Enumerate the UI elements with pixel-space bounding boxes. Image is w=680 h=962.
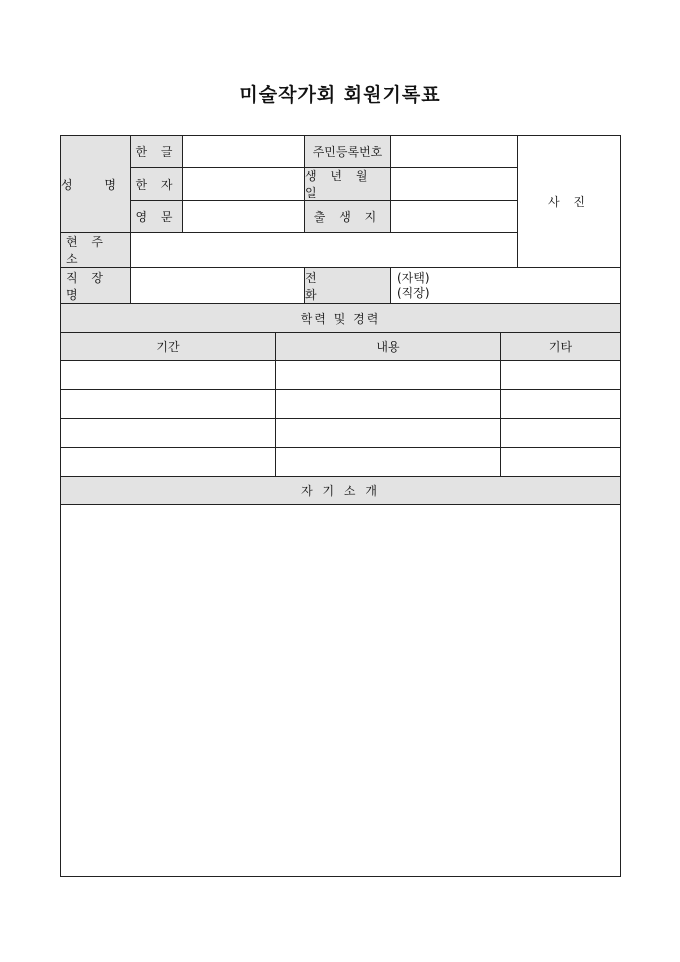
history-row-3-etc[interactable]	[501, 419, 620, 448]
phone-work-label: (직장)	[397, 285, 430, 300]
intro-text-area[interactable]	[61, 505, 620, 876]
rrn-field[interactable]	[391, 136, 518, 168]
address-field[interactable]	[131, 233, 518, 268]
history-section-title: 학력 및 경력	[61, 304, 620, 333]
rrn-label: 주민등록번호	[305, 136, 391, 168]
history-row-2-period[interactable]	[61, 390, 276, 419]
intro-section-title: 자 기 소 개	[61, 477, 620, 505]
phone-home-label: (자택)	[397, 270, 430, 285]
hanja-label: 한 자	[131, 168, 183, 201]
birthdate-label: 생 년 월 일	[305, 168, 391, 201]
hangul-name-field[interactable]	[183, 136, 305, 168]
history-row-3-content[interactable]	[276, 419, 501, 448]
phone-field[interactable]	[391, 268, 620, 304]
name-label-text: 성 명	[61, 177, 130, 192]
history-row-4-etc[interactable]	[501, 448, 620, 477]
english-name-field[interactable]	[183, 201, 305, 233]
address-label: 현 주 소	[61, 233, 131, 268]
english-label: 영 문	[131, 201, 183, 233]
name-label	[61, 136, 131, 233]
history-row-2-etc[interactable]	[501, 390, 620, 419]
birthplace-label: 출 생 지	[305, 201, 391, 233]
history-col-etc: 기타	[501, 333, 620, 361]
history-row-1-period[interactable]	[61, 361, 276, 390]
phone-label: 전 화	[305, 268, 391, 304]
birthplace-field[interactable]	[391, 201, 518, 233]
hangul-label: 한 글	[131, 136, 183, 168]
history-row-4-content[interactable]	[276, 448, 501, 477]
birthdate-field[interactable]	[391, 168, 518, 201]
history-row-1-content[interactable]	[276, 361, 501, 390]
history-col-content: 내용	[276, 333, 501, 361]
workplace-label: 직 장 명	[61, 268, 131, 304]
form-title: 미술작가회 회원기록표	[239, 84, 441, 106]
history-row-4-period[interactable]	[61, 448, 276, 477]
history-row-2-content[interactable]	[276, 390, 501, 419]
photo-label: 사 진	[548, 195, 590, 209]
photo-box[interactable]	[518, 136, 620, 268]
workplace-field[interactable]	[131, 268, 305, 304]
history-row-3-period[interactable]	[61, 419, 276, 448]
history-col-period: 기간	[61, 333, 276, 361]
history-row-1-etc[interactable]	[501, 361, 620, 390]
hanja-name-field[interactable]	[183, 168, 305, 201]
member-record-form	[60, 135, 621, 877]
